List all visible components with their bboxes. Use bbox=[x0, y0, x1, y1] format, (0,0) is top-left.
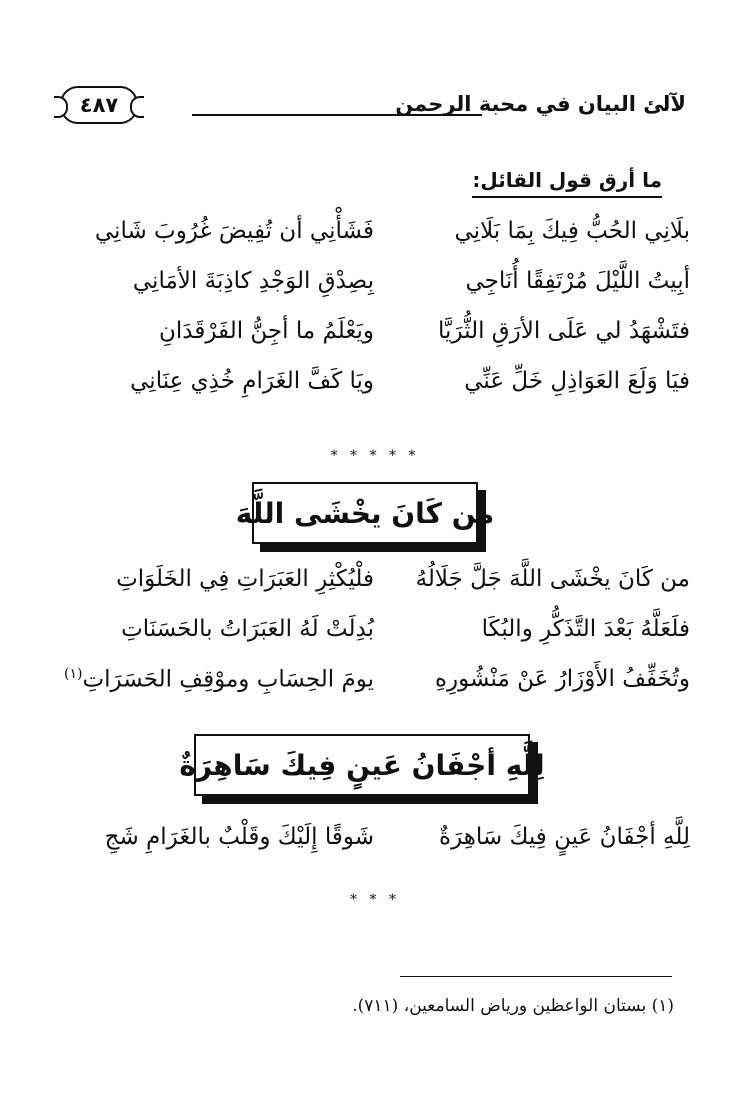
hemistich-second: بِصِدْقِ الوَجْدِ كاذِبَةَ الأمَانِي bbox=[132, 268, 374, 294]
hemistich-second: فَشَأْنِي أن تُفِيضَ غُرُوبَ شَانِي bbox=[94, 218, 374, 244]
section-title: لِلَّهِ أجْفَانُ عَينٍ فِيكَ سَاهِرَةٌ bbox=[179, 748, 545, 782]
hemistich-first: لِلَّهِ أجْفَانُ عَينٍ فِيكَ سَاهِرَةٌ bbox=[439, 824, 690, 850]
footnote-rule bbox=[400, 976, 672, 977]
hemistich-first: بلَانِي الحُبُّ فِيكَ بِمَا بَلَانِي bbox=[454, 218, 690, 244]
section-title-box bbox=[179, 734, 545, 796]
section-title: من كَانَ يخْشَى اللَّهَ bbox=[235, 496, 495, 530]
poem-section1 bbox=[64, 566, 690, 716]
hemistich-second: فلْيُكْثِرِ العَبَرَاتِ فِي الخَلَوَاتِ bbox=[116, 566, 374, 592]
page-header bbox=[60, 86, 686, 130]
hemistich-first: فلَعَلَّهُ بَعْدَ التَّذَكُّرِ والبُكَا bbox=[481, 616, 690, 642]
page-number: ٤٨٧ bbox=[60, 86, 138, 124]
hemistich-second bbox=[64, 666, 374, 693]
verse bbox=[64, 268, 690, 318]
book-title: لآلئ البيان في محبة الرحمن bbox=[395, 92, 686, 116]
separator-stars: * * * bbox=[350, 892, 400, 908]
verse bbox=[64, 616, 690, 666]
hemistich-text: يومَ الحِسَابِ وموْقِفِ الحَسَرَاتِ bbox=[82, 666, 374, 693]
verse bbox=[64, 368, 690, 418]
verse bbox=[64, 824, 690, 874]
section-title-box bbox=[235, 482, 495, 544]
poem-first bbox=[64, 218, 690, 418]
verse bbox=[64, 318, 690, 368]
hemistich-first: أبِيتُ اللَّيْلَ مُرْتَفِقًا أُنَاجِي bbox=[465, 268, 690, 294]
verse bbox=[64, 566, 690, 616]
footnote: (١) بستان الواعظين ورياض السامعين، (٧١١). bbox=[352, 996, 674, 1016]
verse bbox=[64, 666, 690, 716]
header-rule bbox=[192, 114, 482, 116]
separator-stars: * * * * * bbox=[330, 448, 420, 464]
hemistich-first: من كَانَ يخْشَى اللَّهَ جَلَّ جَلَالُهُ bbox=[415, 566, 690, 592]
intro-heading: ما أرق قول القائل: bbox=[472, 168, 662, 198]
hemistich-first: فتَشْهَدُ لي عَلَى الأرَقِ الثُّرَيَّا bbox=[438, 318, 690, 344]
footnote-marker: (١) bbox=[64, 666, 83, 682]
hemistich-second: ويَعْلَمُ ما أجِنُّ الفَرْقَدَانِ bbox=[159, 318, 374, 344]
verse bbox=[64, 218, 690, 268]
hemistich-second: ويَا كَفَّ الغَرَامِ خُذِي عِنَانِي bbox=[130, 368, 374, 394]
hemistich-first: فيَا وَلَعَ العَوَاذِلِ خَلِّ عَنِّي bbox=[464, 368, 690, 394]
hemistich-second: بُدِلَتْ لَهُ العَبَرَاتُ بالحَسَنَاتِ bbox=[121, 616, 374, 642]
hemistich-first: وتُخَفِّفُ الأَوْزَارُ عَنْ مَنْشُورِهِ bbox=[435, 666, 690, 692]
poem-section2 bbox=[64, 824, 690, 874]
hemistich-second: شَوقًا إِلَيْكَ وقَلْبٌ بالغَرَامِ شَجِ bbox=[104, 824, 374, 850]
